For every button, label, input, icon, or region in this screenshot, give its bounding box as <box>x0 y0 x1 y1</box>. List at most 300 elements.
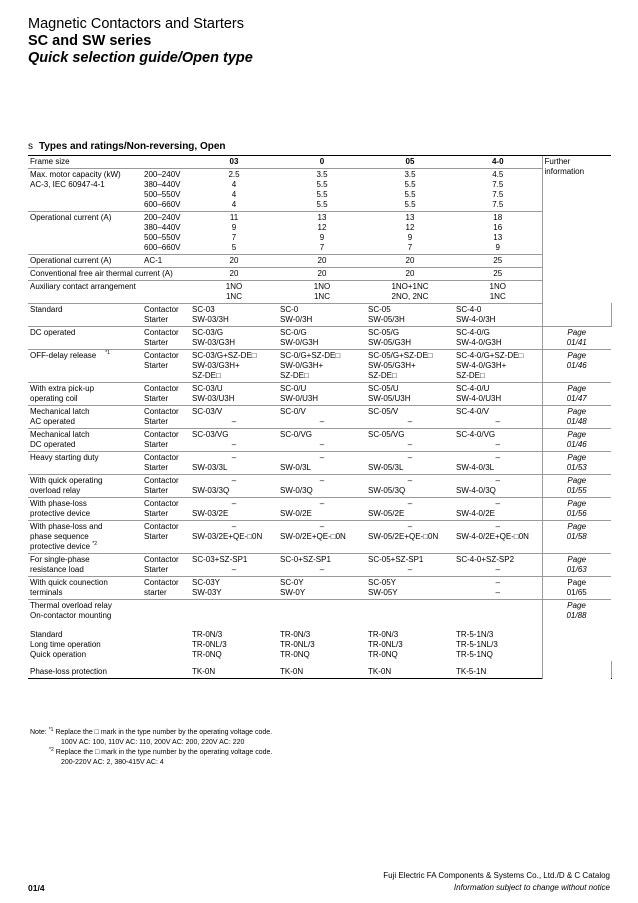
value: 1NO <box>313 282 331 291</box>
value: 25 <box>454 255 542 268</box>
type-number: SW-4-0/3Q <box>456 486 496 495</box>
row-label: Mechanical latch <box>30 430 90 439</box>
notes <box>30 728 272 768</box>
value: 13 <box>493 233 503 242</box>
value: 7 <box>407 243 413 252</box>
row-label: OFF-delay release <box>30 351 97 360</box>
type-number: SC-05/V <box>368 407 399 416</box>
value: 11 <box>229 213 239 222</box>
type-number: SC-03/U <box>192 384 223 393</box>
frame-label: Frame size <box>28 156 190 169</box>
page-ref-label: Page <box>567 430 587 439</box>
type-number: TR-0NQ <box>368 650 398 659</box>
type-number: – <box>407 522 413 531</box>
voltage: 200–240V <box>144 170 181 179</box>
type-kind: Starter <box>144 417 169 426</box>
page-ref-label: Page <box>567 522 587 531</box>
type-number: SC-03 <box>192 305 215 314</box>
page-ref[interactable]: 01/47 <box>566 394 587 403</box>
frame-size: 03 <box>190 156 278 169</box>
type-number: SC-05/VG <box>368 430 405 439</box>
value: 1NC <box>225 292 242 301</box>
type-kind: Contactor <box>144 430 179 439</box>
type-number: – <box>407 476 413 485</box>
row-label: With phase-loss and <box>30 522 103 531</box>
value: 20 <box>190 255 278 268</box>
type-number: – <box>231 453 237 462</box>
type-number: SW-4-0/3H <box>456 315 496 324</box>
page-number: 01/4 <box>28 883 45 893</box>
type-kind: Starter <box>144 509 169 518</box>
row-label: Max. motor capacity (kW) <box>30 170 121 179</box>
utilization: AC-1 <box>142 255 190 268</box>
value: 3.5 <box>404 170 416 179</box>
value: 16 <box>493 223 503 232</box>
page-ref-label: Page <box>567 453 587 462</box>
title-line-1: Magnetic Contactors and Starters <box>28 16 244 32</box>
row-label: Operational current (A) <box>30 213 112 222</box>
type-number: SW-0/G3H+ <box>280 361 324 370</box>
type-kind: Starter <box>144 463 169 472</box>
type-number: SW-03/2E <box>192 509 229 518</box>
voltage: 200–240V <box>144 213 181 222</box>
type-kind: Starter <box>144 440 169 449</box>
type-kind: Contactor <box>144 351 179 360</box>
thermal-row <box>28 268 611 281</box>
note-2-codes: 200-220V AC: 2, 380-415V AC: 4 <box>61 759 164 766</box>
page-ref[interactable]: 01/56 <box>566 509 587 518</box>
type-number: SC-4-0/G <box>456 328 490 337</box>
type-number: – <box>231 565 237 574</box>
type-number: SC-03/VG <box>192 430 229 439</box>
type-number: SW-4-0/2E+QE-□0N <box>456 532 529 541</box>
type-number: SZ-DE□ <box>456 371 485 380</box>
type-number: TR-5-1N/3 <box>456 630 494 639</box>
type-number: SC-0 <box>280 305 299 314</box>
page-ref[interactable]: 01/41 <box>566 338 587 347</box>
row-label: DC operated <box>30 440 76 449</box>
value: 13 <box>405 213 415 222</box>
row-label: With extra pick-up <box>30 384 95 393</box>
type-number: SW-0/2E+QE-□0N <box>280 532 346 541</box>
type-number: – <box>319 476 325 485</box>
type-number: SW-05/2E+QE-□0N <box>368 532 439 541</box>
voltage: 600–660V <box>144 200 181 209</box>
type-row <box>28 498 611 521</box>
type-number: SW-4-0/G3H <box>456 338 502 347</box>
note-2-mark: *2 <box>49 747 54 753</box>
type-number: SC-03/G <box>192 328 224 337</box>
type-kind: Contactor <box>144 407 179 416</box>
frame-row <box>28 156 611 169</box>
note-1: Replace the □ mark in the type number by the operating voltage code. <box>55 729 273 736</box>
frame-size: 0 <box>278 156 366 169</box>
type-kind: Starter <box>144 486 169 495</box>
type-number: TR-0N/3 <box>280 630 311 639</box>
type-number: – <box>231 522 237 531</box>
page-ref-label: Page <box>567 351 587 360</box>
value: 7 <box>319 243 325 252</box>
type-kind: Starter <box>144 394 169 403</box>
row-label: Auxiliary contact arrangement <box>28 281 190 304</box>
value: 7 <box>231 233 237 242</box>
type-row <box>28 577 611 600</box>
value: 20 <box>366 255 454 268</box>
row-label: With phase-loss <box>30 499 87 508</box>
frame-size: 4-0 <box>454 156 542 169</box>
type-number: SW-05/3H <box>368 315 405 324</box>
page-ref[interactable]: 01/55 <box>566 486 587 495</box>
note-label: Note: <box>30 729 47 736</box>
type-number: TR-0NQ <box>192 650 222 659</box>
value: 5.5 <box>404 190 416 199</box>
type-number: SW-03/3Q <box>192 486 230 495</box>
row-label: For single-phase <box>30 555 90 564</box>
type-number: – <box>407 565 413 574</box>
type-row <box>28 475 611 498</box>
type-number: TR-0NQ <box>280 650 310 659</box>
type-number: SW-0/3H <box>280 315 313 324</box>
type-number: TK-5-1N <box>454 661 542 679</box>
type-row <box>28 350 611 383</box>
value: 12 <box>405 223 415 232</box>
type-number: – <box>495 578 500 587</box>
footer-disclaimer: Information subject to change without notice <box>453 883 610 892</box>
type-kind: Contactor <box>144 499 179 508</box>
page-ref-label: Page <box>567 499 587 508</box>
value: 5.5 <box>316 190 328 199</box>
type-number: SC-0Y <box>280 578 304 587</box>
type-number: TK-0N <box>366 661 454 679</box>
row-label: Operational current (A) <box>28 255 142 268</box>
page-ref[interactable]: 01/58 <box>566 532 587 541</box>
type-row <box>28 383 611 406</box>
type-number: SC-03/G+SZ-DE□ <box>192 351 257 360</box>
type-number: TR-0N/3 <box>192 630 223 639</box>
row-label: On-contactor mounting <box>30 611 112 620</box>
type-number: SC-0+SZ-SP1 <box>280 555 331 564</box>
type-number: SC-4-0/VG <box>456 430 496 439</box>
ac1-row <box>28 255 611 268</box>
page-ref[interactable]: 01/46 <box>566 361 587 370</box>
row-label: Mechanical latch <box>30 407 90 416</box>
type-row <box>28 304 611 327</box>
type-number: SZ-DE□ <box>192 371 221 380</box>
type-number: SZ-DE□ <box>280 371 309 380</box>
row-label: resistance load <box>30 565 84 574</box>
type-kind: Starter <box>144 361 169 370</box>
type-kind: Contactor <box>144 578 179 587</box>
type-number: – <box>495 565 500 574</box>
type-number: – <box>407 499 413 508</box>
type-number: – <box>231 440 237 449</box>
type-number: SC-03/V <box>192 407 223 416</box>
type-number: – <box>495 417 500 426</box>
type-row <box>28 429 611 452</box>
frame-size: 05 <box>366 156 454 169</box>
value: 4.5 <box>492 170 504 179</box>
value: 5 <box>231 243 237 252</box>
type-number: TR-5-1NQ <box>456 650 493 659</box>
value: 20 <box>366 268 454 281</box>
value: 4 <box>231 180 237 189</box>
value: 20 <box>278 255 366 268</box>
type-number: – <box>495 453 500 462</box>
page-ref-label: Page <box>567 384 587 393</box>
value: 9 <box>231 223 237 232</box>
page-ref[interactable]: 01/46 <box>566 440 587 449</box>
type-row <box>28 452 611 475</box>
type-number: SW-4-0/2E <box>456 509 495 518</box>
row-label: phase sequence <box>30 532 89 541</box>
type-number: SW-0/U3H <box>280 394 319 403</box>
type-number: TR-5-1NL/3 <box>456 640 498 649</box>
value: 5.5 <box>316 180 328 189</box>
type-number: SC-0/VG <box>280 430 313 439</box>
overload-header-row <box>28 600 611 623</box>
value: 12 <box>317 223 327 232</box>
value: 5.5 <box>404 200 416 209</box>
type-number: SC-05/G+SZ-DE□ <box>368 351 433 360</box>
value: 9 <box>407 233 413 242</box>
type-number: SW-0/G3H <box>280 338 319 347</box>
note-ref: *2 <box>92 541 97 547</box>
page-ref[interactable]: 01/88 <box>566 611 587 620</box>
value: 9 <box>319 233 325 242</box>
voltage: 500–550V <box>144 233 181 242</box>
value: 1NO+1NC <box>391 282 429 291</box>
value: 7.5 <box>492 180 504 189</box>
type-number: TR-0NL/3 <box>368 640 403 649</box>
note-2: Replace the □ mark in the type number by the operating voltage code. <box>55 749 273 756</box>
type-number: SW-03/G3H <box>192 338 235 347</box>
row-label: DC operated <box>30 328 76 337</box>
type-number: – <box>495 440 500 449</box>
row-label: overload relay <box>30 486 81 495</box>
type-kind: Starter <box>144 565 169 574</box>
title-line-2: SC and SW series <box>28 33 152 49</box>
value: 3.5 <box>316 170 328 179</box>
footer-company: Fuji Electric FA Components & Systems Co., Ltd./D & C Catalog <box>383 871 610 880</box>
value: 1NC <box>489 292 506 301</box>
type-number: SW-05/G3H+ <box>368 361 416 370</box>
value: 7.5 <box>492 200 504 209</box>
type-number: SW-03/2E+QE-□0N <box>192 532 263 541</box>
type-kind: Contactor <box>144 384 179 393</box>
page-ref[interactable]: 01/63 <box>566 565 587 574</box>
note-1-codes: 100V AC: 100, 110V AC: 110, 200V AC: 200, 220V AC: 220 <box>61 739 245 746</box>
note-ref: *1 <box>105 350 110 356</box>
page-ref[interactable]: 01/65 <box>566 588 587 597</box>
type-kind: Contactor <box>144 555 179 564</box>
value: 5.5 <box>404 180 416 189</box>
type-number: SC-0/G+SZ-DE□ <box>280 351 341 360</box>
type-kind: Contactor <box>144 522 179 531</box>
page-ref[interactable]: 01/48 <box>566 417 587 426</box>
value: 20 <box>278 268 366 281</box>
type-kind: Starter <box>144 532 169 541</box>
page-ref-label: Page <box>567 328 587 337</box>
type-number: TK-0N <box>278 661 366 679</box>
page-header <box>28 16 253 67</box>
note-1-mark: *1 <box>48 727 54 733</box>
row-label: AC-3, IEC 60947-4-1 <box>30 180 105 189</box>
type-row <box>28 406 611 429</box>
row-label: Heavy starting duty <box>30 453 99 462</box>
type-kind: starter <box>144 588 167 597</box>
value: 2NO, 2NC <box>391 292 429 301</box>
type-number: – <box>495 499 500 508</box>
row-label: protective device <box>30 542 91 551</box>
type-kind: Contactor <box>144 476 179 485</box>
value: 1NC <box>313 292 330 301</box>
page-ref-label: Page <box>567 407 587 416</box>
type-number: SW-0/3L <box>280 463 311 472</box>
value: 1NO <box>225 282 243 291</box>
type-number: TR-0N/3 <box>368 630 399 639</box>
type-number: SC-05/G <box>368 328 400 337</box>
overload-rows <box>28 622 611 661</box>
type-number: – <box>407 417 413 426</box>
type-kind: Starter <box>144 315 169 324</box>
value: 25 <box>454 268 542 281</box>
row-label: Thermal overload relay <box>30 601 112 610</box>
type-number: – <box>319 522 325 531</box>
page-ref-label: Page <box>567 476 587 485</box>
type-number: – <box>319 440 325 449</box>
type-number: – <box>231 417 237 426</box>
type-number: SZ-DE□ <box>368 371 397 380</box>
type-kind: Starter <box>144 338 169 347</box>
type-number: – <box>319 565 325 574</box>
type-number: – <box>231 476 237 485</box>
section-title: Types and ratings/Non-reversing, Open <box>39 141 226 152</box>
page-ref[interactable]: 01/53 <box>566 463 587 472</box>
row-label: With quick operating <box>30 476 103 485</box>
row-label: Quick operation <box>30 650 87 659</box>
voltage: 380–440V <box>144 180 181 189</box>
selection-table <box>28 155 611 679</box>
type-number: – <box>495 476 500 485</box>
value: 4 <box>231 200 237 209</box>
type-row <box>28 554 611 577</box>
type-number: – <box>319 417 325 426</box>
type-kind: Contactor <box>144 453 179 462</box>
row-label: Standard <box>30 630 63 639</box>
value: 5.5 <box>316 200 328 209</box>
further-info-header: Further information <box>542 156 611 327</box>
row-label: Phase-loss protection <box>28 661 190 679</box>
type-number: SW-05/2E <box>368 509 405 518</box>
row-label: terminals <box>30 588 63 597</box>
row-label: operating coil <box>30 394 78 403</box>
value: 1NO <box>489 282 506 291</box>
type-number: SW-0/2E <box>280 509 312 518</box>
type-number: – <box>495 588 500 597</box>
row-label: Long time operation <box>30 640 101 649</box>
type-number: SW-05Y <box>368 588 398 597</box>
type-number: SC-4-0 <box>456 305 482 314</box>
type-number: SC-0/V <box>280 407 306 416</box>
page-ref-label: Page <box>567 578 587 587</box>
type-number: SW-05/3Q <box>368 486 406 495</box>
type-number: SW-03/3L <box>192 463 228 472</box>
type-row <box>28 327 611 350</box>
value: 2.5 <box>228 170 240 179</box>
type-number: SC-4-0/G+SZ-DE□ <box>456 351 524 360</box>
type-number: SC-05 <box>368 305 391 314</box>
type-number: SC-0/G <box>280 328 307 337</box>
type-number: – <box>407 440 413 449</box>
value: 20 <box>190 268 278 281</box>
type-number: SC-4-0/V <box>456 407 489 416</box>
type-number: TR-0NL/3 <box>192 640 227 649</box>
type-number: SW-05/G3H <box>368 338 411 347</box>
row-label: Conventional free air thermal current (A) <box>28 268 190 281</box>
voltage: 600–660V <box>144 243 181 252</box>
type-number: – <box>319 499 325 508</box>
type-number: – <box>231 499 237 508</box>
type-number: SW-4-0/U3H <box>456 394 502 403</box>
type-number: SW-4-0/G3H+ <box>456 361 507 370</box>
aux-row <box>28 281 611 304</box>
operational-current-rows <box>28 212 611 255</box>
type-number: SC-03+SZ-SP1 <box>192 555 248 564</box>
type-number: SW-0/3Q <box>280 486 313 495</box>
type-number: – <box>407 453 413 462</box>
row-label: Standard <box>30 305 63 314</box>
row-label: AC operated <box>30 417 75 426</box>
type-number: SC-05Y <box>368 578 397 587</box>
type-number: SW-4-0/3L <box>456 463 495 472</box>
type-row <box>28 521 611 554</box>
voltage: 380–440V <box>144 223 181 232</box>
section-heading <box>28 141 226 152</box>
type-number: SC-05+SZ-SP1 <box>368 555 424 564</box>
type-number: SW-03Y <box>192 588 222 597</box>
type-number: SC-4-0/U <box>456 384 490 393</box>
section-bullet: s <box>28 141 33 152</box>
type-kind: Contactor <box>144 328 179 337</box>
type-number: SC-4-0+SZ-SP2 <box>456 555 515 564</box>
row-label: With quick counection <box>30 578 108 587</box>
motor-capacity-rows <box>28 169 611 212</box>
voltage: 500–550V <box>144 190 181 199</box>
page-ref-label: Page <box>567 555 587 564</box>
value: 13 <box>317 213 327 222</box>
value: 9 <box>495 243 500 252</box>
type-number: – <box>319 453 325 462</box>
title-line-3: Quick selection guide/Open type <box>28 50 253 66</box>
type-number: – <box>495 522 500 531</box>
type-number: SC-0/U <box>280 384 307 393</box>
value: 18 <box>493 213 503 222</box>
type-number: TK-0N <box>190 661 278 679</box>
type-number: SW-05/U3H <box>368 394 411 403</box>
type-number: SW-03/3H <box>192 315 229 324</box>
phase-loss-row <box>28 661 611 679</box>
type-number: SW-05/3L <box>368 463 404 472</box>
type-number: TR-0NL/3 <box>280 640 315 649</box>
row-label: protective device <box>30 509 91 518</box>
type-number: SW-03/U3H <box>192 394 235 403</box>
type-kind: Contactor <box>144 305 179 314</box>
page-ref-label: Page <box>567 601 586 610</box>
type-number: SC-05/U <box>368 384 399 393</box>
value: 7.5 <box>492 190 504 199</box>
type-number: SW-03/G3H+ <box>192 361 240 370</box>
value: 4 <box>231 190 237 199</box>
